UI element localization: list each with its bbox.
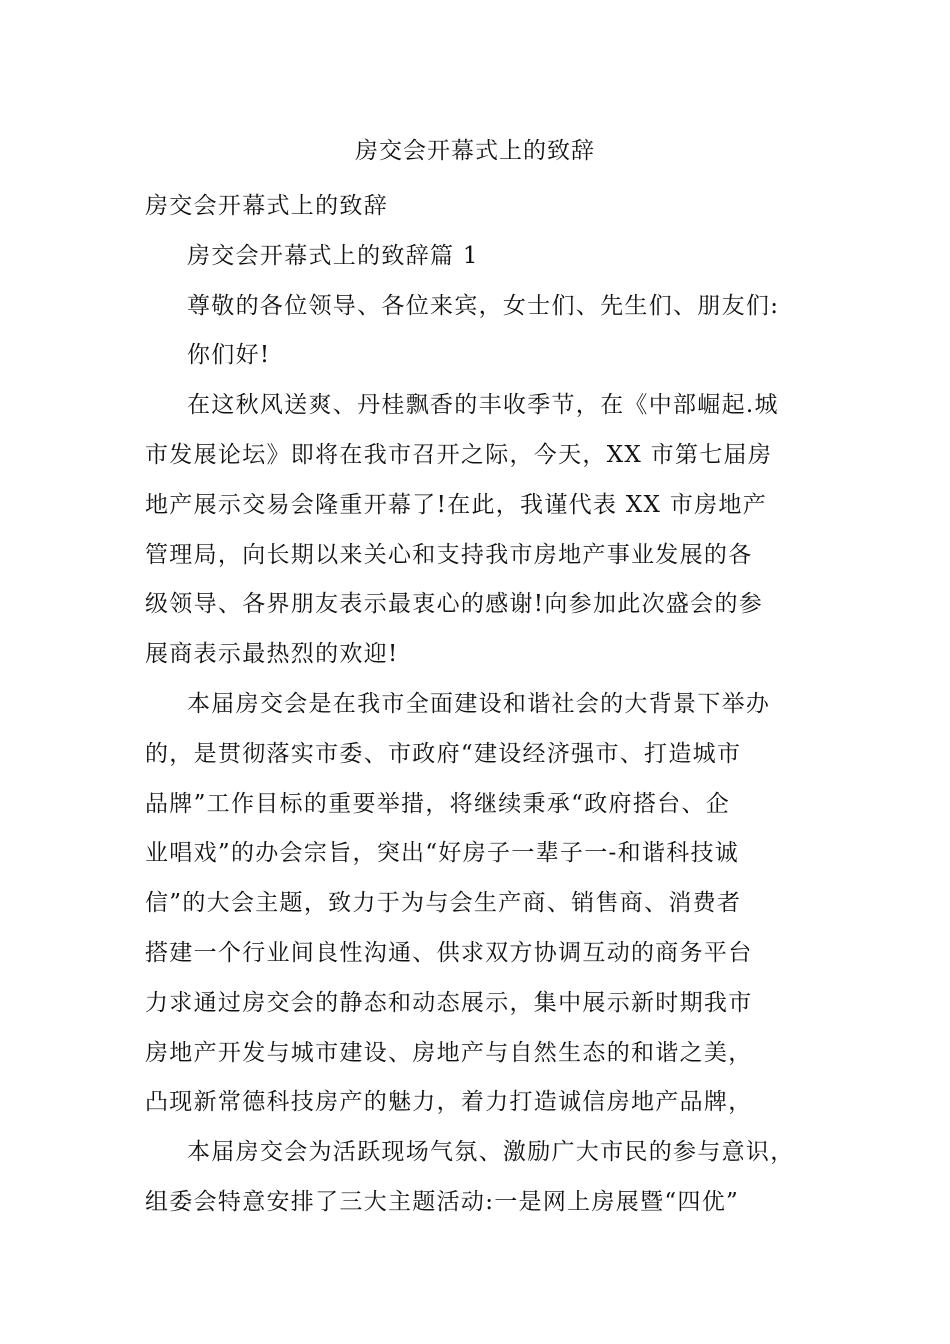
text-line: 地产展示交易会隆重开幕了!在此，我谨代表 XX 市房地产 [145,491,768,518]
text-line: 尊敬的各位领导、各位来宾，女士们、先生们、朋友们: [187,292,780,319]
text-line: 房地产开发与城市建设、房地产与自然生态的和谐之美， [145,1039,753,1066]
text-line: 市发展论坛》即将在我市召开之际，今天，XX 市第七届房 [145,441,773,468]
text-line: 信”的大会主题，致力于为与会生产商、销售商、消费者 [145,890,742,917]
text-line: 品牌”工作目标的重要举措，将继续秉承“政府搭台、企 [145,790,731,817]
text-line: 在这秋风送爽、丹桂飘香的丰收季节，在《中部崛起.城 [187,392,779,419]
text-line: 业唱戏”的办会宗旨，突出“好房子一辈子一-和谐科技诚 [145,840,740,867]
text-line: 房交会开幕式上的致辞 [145,193,388,219]
text-line: 组委会特意安排了三大主题活动:一是网上房展暨“四优” [145,1188,740,1215]
text-line: 搭建一个行业间良性沟通、供求双方协调互动的商务平台 [145,939,753,966]
text-line: 本届房交会是在我市全面建设和谐社会的大背景下举办 [187,690,771,717]
text-line: 你们好! [187,342,271,369]
text-line: 力求通过房交会的静态和动态展示，集中展示新时期我市 [145,989,753,1016]
text-line: 展商表示最热烈的欢迎! [145,641,399,668]
text-line: 级领导、各界朋友表示最衷心的感谢!向参加此次盛会的参 [145,591,764,618]
document-body [145,182,835,1228]
text-line: 本届房交会为活跃现场气氛、激励广大市民的参与意识， [187,1139,795,1166]
text-line: 管理局，向长期以来关心和支持我市房地产事业发展的各 [145,541,753,568]
text-line: 凸现新常德科技房产的魅力，着力打造诚信房地产品牌， [145,1089,753,1116]
text-line: 房交会开幕式上的致辞篇 1 [187,242,479,269]
text-line: 的，是贯彻落实市委、市政府“建设经济强市、打造城市 [145,740,742,767]
document-title: 房交会开幕式上的致辞 [355,138,595,164]
